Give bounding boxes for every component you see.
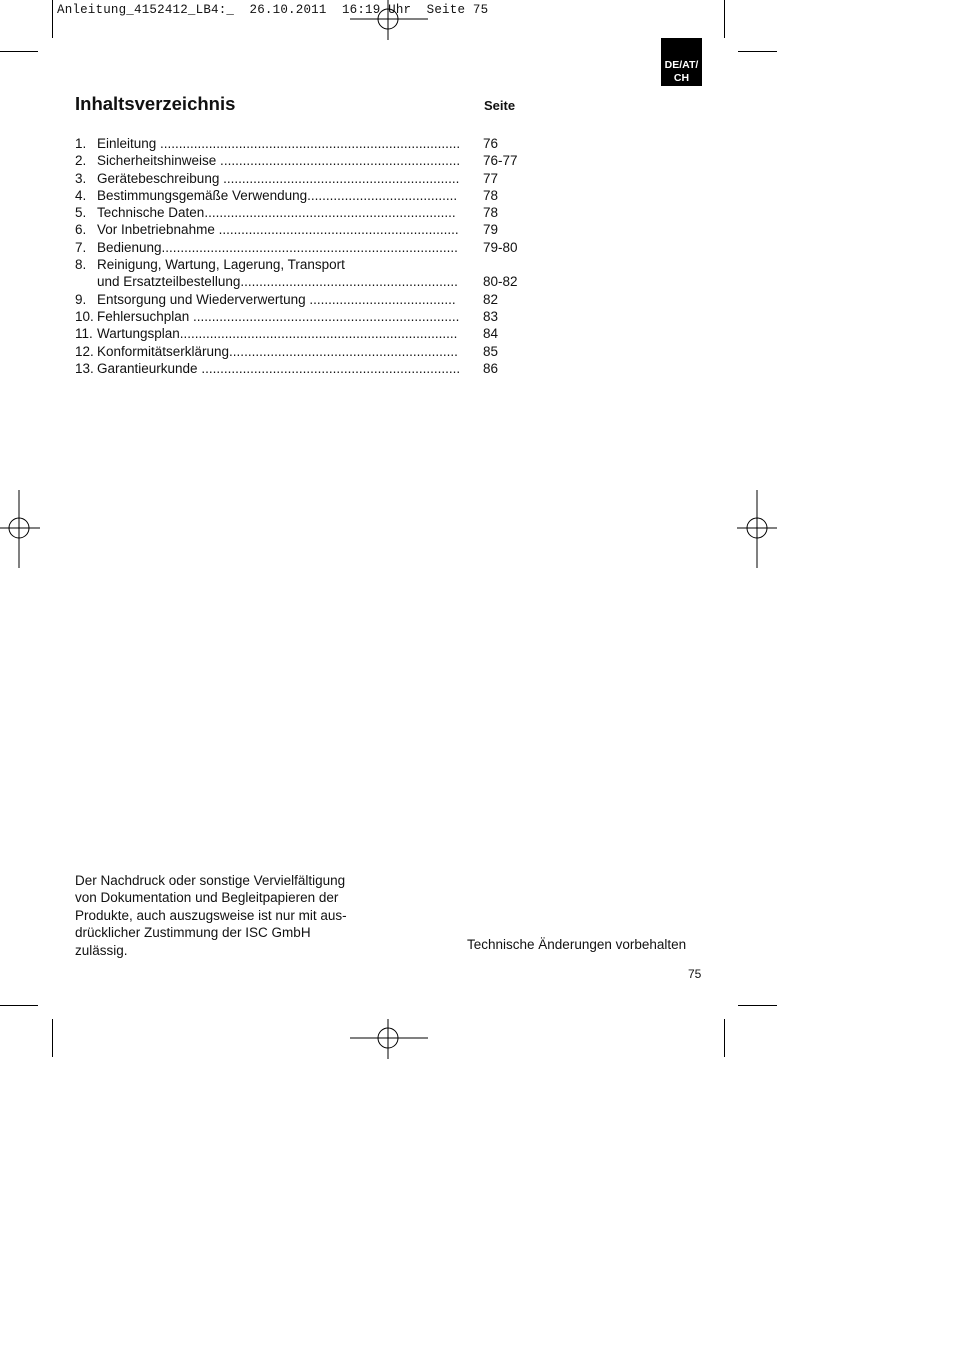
toc-page: 76-77 <box>483 153 518 169</box>
toc-entry[interactable] <box>75 343 535 360</box>
toc-title: Entsorgung und Wiederverwertung ....................................... <box>97 291 456 307</box>
changes-note: Technische Änderungen vorbehalten <box>467 937 687 952</box>
toc-entry[interactable] <box>75 221 535 238</box>
toc-title: Bedienung............................................................................... <box>97 239 458 255</box>
language-badge-line: CH <box>673 72 690 84</box>
copyright-line: von Dokumentation und Begleitpapieren der <box>75 890 339 906</box>
crop-mark <box>0 1005 38 1006</box>
toc-number: 12. <box>75 343 94 359</box>
toc-number: 5. <box>75 205 87 221</box>
toc-number: 10. <box>75 308 94 324</box>
toc-number: 7. <box>75 239 87 255</box>
toc-title: Wartungsplan.......................................................................... <box>97 326 458 342</box>
toc-number: 8. <box>75 257 87 273</box>
page-column-header: Seite <box>484 98 516 113</box>
toc-number: 13. <box>75 360 94 376</box>
toc-entry[interactable] <box>75 187 535 204</box>
toc-page: 85 <box>483 343 499 359</box>
toc-entry[interactable] <box>75 291 535 308</box>
toc-number: 6. <box>75 222 87 238</box>
toc-number: 1. <box>75 136 87 151</box>
toc-number: 11. <box>75 326 93 342</box>
toc-page: 83 <box>483 308 499 324</box>
toc-entry[interactable] <box>75 170 535 187</box>
toc-entry-continuation[interactable] <box>75 273 535 290</box>
crop-mark <box>52 0 53 38</box>
page-title: Inhaltsverzeichnis <box>75 93 236 114</box>
toc-page: 86 <box>483 360 499 376</box>
crop-mark <box>0 51 38 52</box>
toc-title: Technische Daten................................................................... <box>97 205 456 221</box>
toc-page: 77 <box>483 170 499 186</box>
language-badge <box>661 38 702 86</box>
toc-title: Konformitätserklärung............................................................. <box>97 343 458 359</box>
toc-title: Gerätebeschreibung ............................................................... <box>97 170 460 186</box>
toc-page: 78 <box>483 205 499 221</box>
toc-page: 80-82 <box>483 274 518 290</box>
copyright-line: drücklicher Zustimmung der ISC GmbH <box>75 925 311 941</box>
toc-entry[interactable] <box>75 325 535 342</box>
crop-mark <box>724 0 725 38</box>
toc-title: und Ersatzteilbestellung.......................................................... <box>97 274 458 290</box>
toc-page: 79-80 <box>483 239 518 255</box>
crop-mark <box>738 1005 777 1006</box>
registration-mark-icon <box>0 490 40 568</box>
copyright-line: Der Nachdruck oder sonstige Vervielfältigung <box>75 873 346 888</box>
toc-entry[interactable] <box>75 152 535 169</box>
toc-title: Reinigung, Wartung, Lagerung, Transport <box>97 257 345 273</box>
toc-title: Sicherheitshinweise ................................................................ <box>97 153 461 169</box>
registration-mark-icon <box>350 0 428 40</box>
toc-entry[interactable] <box>75 204 535 221</box>
crop-mark <box>724 1019 725 1057</box>
toc-page: 76 <box>483 136 499 151</box>
toc-number: 4. <box>75 187 87 203</box>
toc-number: 2. <box>75 153 87 169</box>
toc-title: Einleitung ................................................................................ <box>97 136 461 151</box>
toc-page: 84 <box>483 326 499 342</box>
toc-entry[interactable] <box>75 256 535 273</box>
language-badge-line: DE/AT/ <box>664 59 699 71</box>
registration-mark-icon <box>350 1019 428 1059</box>
toc-page: 78 <box>483 187 499 203</box>
toc-entry[interactable] <box>75 360 535 377</box>
copyright-line: zulässig. <box>75 942 128 958</box>
toc-title: Vor Inbetriebnahme ................................................................ <box>97 222 459 238</box>
toc-title: Bestimmungsgemäße Verwendung........................................ <box>97 187 458 203</box>
toc-number: 3. <box>75 170 87 186</box>
toc-title: Fehlersuchplan ....................................................................... <box>97 308 460 324</box>
toc-page: 79 <box>483 222 499 238</box>
toc-entry[interactable] <box>75 239 535 256</box>
toc-page: 82 <box>483 291 499 307</box>
page-number: 75 <box>688 967 702 981</box>
table-of-contents <box>75 135 535 377</box>
toc-number: 9. <box>75 291 87 307</box>
copyright-line: Produkte, auch auszugsweise ist nur mit aus- <box>75 907 347 923</box>
crop-mark <box>738 51 777 52</box>
crop-mark <box>52 1019 53 1057</box>
toc-title: Garantieurkunde ..................................................................... <box>97 360 461 376</box>
toc-entry[interactable] <box>75 135 535 152</box>
print-slug: Anleitung_4152412_LB4:_ 26.10.2011 16:19 Uhr Seite 75 <box>57 3 489 17</box>
registration-mark-icon <box>737 490 777 568</box>
copyright-notice <box>75 872 375 959</box>
toc-entry[interactable] <box>75 308 535 325</box>
